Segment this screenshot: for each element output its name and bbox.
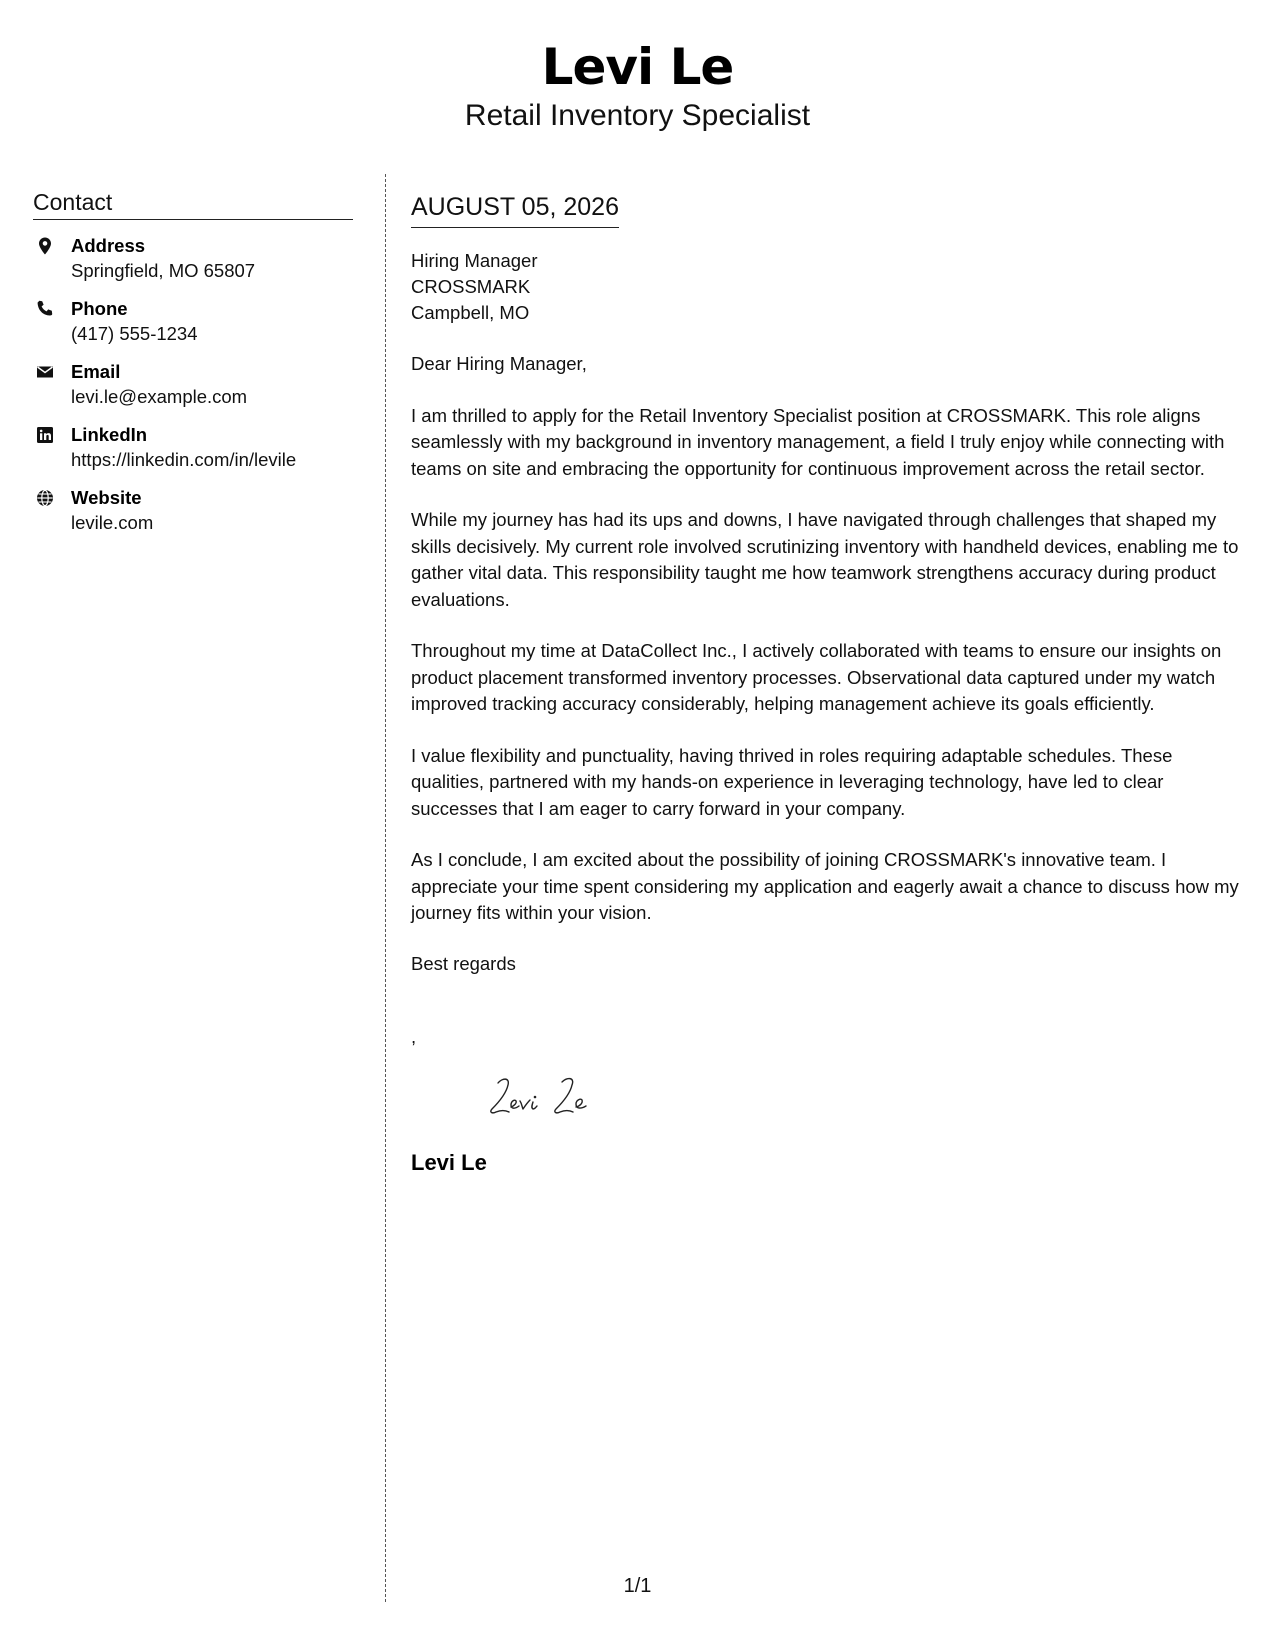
applicant-name: Levi Le — [541, 38, 734, 96]
phone-icon — [35, 299, 55, 319]
contact-value-email: levi.le@example.com — [71, 386, 248, 407]
letter-paragraph: As I conclude, I am excited about the possibility of joining CROSSMARK's innovative team. I appreciate your time spent considering my application and eagerly await a chance to discuss how my journey fits within your vision. — [411, 849, 1239, 923]
contact-label-address: Address — [71, 235, 146, 256]
envelope-icon — [35, 362, 55, 382]
contact-label-email: Email — [71, 361, 121, 382]
closing-comma: , — [411, 1026, 417, 1047]
salutation: Dear Hiring Manager, — [411, 353, 587, 374]
letter-paragraph: I value flexibility and punctuality, having thrived in roles requiring adaptable schedules. These qualities, partnered with my hands-on experience in leveraging technology, have led to clear successes that I am eager to carry forward in your company. — [411, 744, 1173, 819]
contact-heading: Contact — [33, 188, 353, 220]
contact-label-linkedin: LinkedIn — [71, 424, 148, 445]
contact-item-linkedin — [33, 423, 353, 472]
job-title: Retail Inventory Specialist — [464, 99, 811, 132]
contact-sidebar — [33, 188, 353, 535]
contact-item-website — [33, 486, 353, 535]
contact-item-phone — [33, 297, 353, 346]
recipient-block — [411, 248, 1249, 326]
contact-value-website: levile.com — [71, 512, 154, 533]
page-number: 1/1 — [623, 1575, 652, 1597]
letter-body — [411, 191, 1249, 1177]
globe-icon — [35, 488, 55, 508]
recipient-line: Hiring Manager — [411, 250, 538, 271]
contact-label-website: Website — [71, 487, 142, 508]
contact-value-phone: (417) 555-1234 — [71, 323, 198, 344]
letter-paragraph: Throughout my time at DataCollect Inc., I actively collaborated with teams to ensure our insights on product placement transformed inventory processes. Observational data captured under my watch improved tracking accuracy considerably, helping management achieve its goals efficiently. — [411, 640, 1222, 714]
contact-item-email — [33, 360, 353, 409]
closing: Best regards — [411, 952, 516, 974]
signer-name: Levi Le — [411, 1149, 487, 1175]
contact-value-linkedin: https://linkedin.com/in/levile — [71, 449, 297, 470]
handwritten-signature — [484, 1071, 604, 1121]
letter-date: AUGUST 05, 2026 — [411, 191, 619, 228]
letter-paragraph: While my journey has had its ups and downs, I have navigated through challenges that shaped my skills decisively. My current role involved scrutinizing inventory with handheld devices, enabling me to gather vital data. This responsibility taught me how teamwork strengthens accuracy during product evaluations. — [411, 509, 1239, 610]
contact-label-phone: Phone — [71, 298, 128, 319]
resume-header — [0, 38, 1275, 134]
location-pin-icon — [35, 236, 55, 256]
contact-value-address: Springfield, MO 65807 — [71, 260, 256, 281]
recipient-line: CROSSMARK — [411, 276, 531, 297]
linkedin-icon — [35, 425, 55, 445]
column-divider — [385, 174, 386, 1602]
recipient-line: Campbell, MO — [411, 302, 530, 323]
letter-paragraph: I am thrilled to apply for the Retail Inventory Specialist position at CROSSMARK. This role aligns seamlessly with my background in inventory management, a field I truly enjoy while connecting with teams on site and embracing the opportunity for continuous improvement across the retail sector. — [411, 404, 1225, 479]
contact-item-address — [33, 234, 353, 283]
